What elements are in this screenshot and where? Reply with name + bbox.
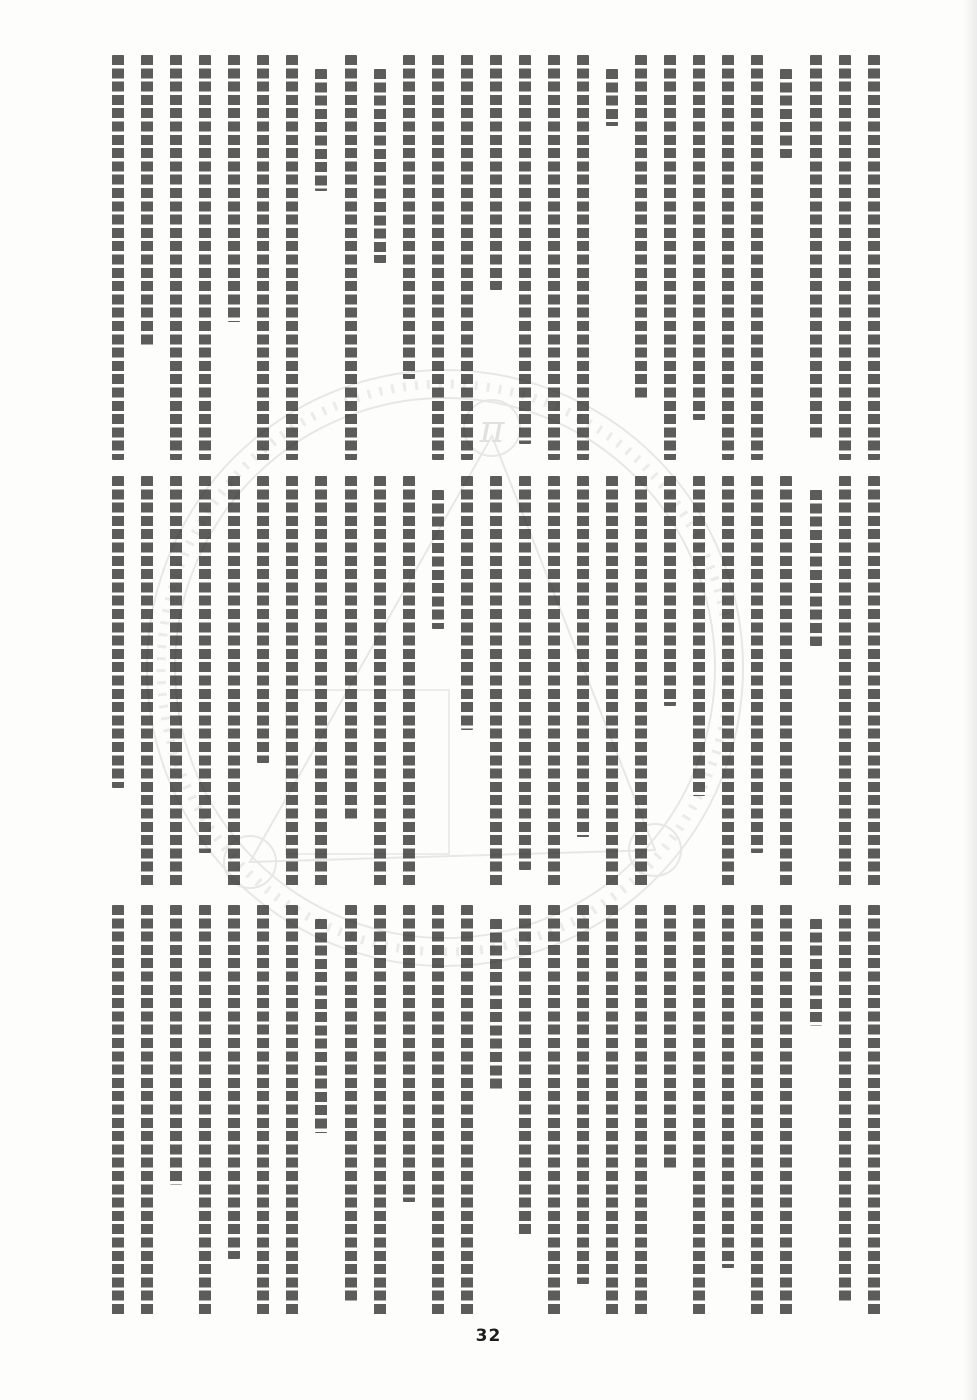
text-column-redacted	[606, 476, 618, 886]
text-column-redacted	[228, 55, 240, 322]
text-column-redacted	[693, 905, 705, 1317]
text-column-redacted	[228, 905, 240, 1259]
text-column-redacted	[374, 476, 386, 886]
text-column-redacted	[374, 69, 386, 263]
page-number: 32	[475, 1326, 502, 1346]
text-column-redacted	[577, 476, 589, 837]
text-block-top	[112, 55, 880, 460]
text-column-redacted	[461, 476, 473, 730]
text-column-redacted	[257, 476, 269, 763]
text-column-redacted	[519, 905, 531, 1235]
text-column-redacted	[257, 55, 269, 460]
text-column-redacted	[548, 55, 560, 460]
text-column-redacted	[722, 55, 734, 460]
text-column-redacted	[810, 55, 822, 440]
text-column-redacted	[141, 905, 153, 1317]
text-column-redacted	[141, 476, 153, 886]
text-column-redacted	[868, 55, 880, 460]
text-column-redacted	[577, 905, 589, 1284]
text-column-redacted	[810, 490, 822, 646]
text-column-redacted	[780, 69, 792, 158]
text-column-redacted	[751, 55, 763, 460]
text-column-redacted	[461, 905, 473, 1317]
text-column-redacted	[490, 55, 502, 290]
text-column-redacted	[170, 476, 182, 886]
text-column-redacted	[722, 476, 734, 886]
text-column-redacted	[751, 905, 763, 1317]
text-column-redacted	[286, 905, 298, 1317]
text-column-redacted	[519, 55, 531, 444]
text-column-redacted	[839, 55, 851, 460]
text-column-redacted	[315, 69, 327, 191]
text-column-redacted	[839, 905, 851, 1301]
text-column-redacted	[635, 55, 647, 399]
text-block-bottom	[112, 905, 880, 1317]
text-column-redacted	[286, 476, 298, 886]
text-column-redacted	[112, 55, 124, 460]
text-column-redacted	[606, 69, 618, 126]
text-column-redacted	[461, 55, 473, 460]
text-column-redacted	[345, 476, 357, 820]
text-column-redacted	[199, 55, 211, 460]
text-column-redacted	[868, 905, 880, 1317]
text-column-redacted	[635, 476, 647, 886]
text-column-redacted	[432, 905, 444, 1317]
pi-symbol: π	[479, 407, 505, 451]
text-column-redacted	[170, 905, 182, 1185]
text-column-redacted	[868, 476, 880, 886]
text-column-redacted	[403, 905, 415, 1202]
text-column-redacted	[170, 55, 182, 460]
text-column-redacted	[112, 476, 124, 788]
text-column-redacted	[722, 905, 734, 1268]
text-column-redacted	[345, 55, 357, 460]
text-column-redacted	[286, 55, 298, 460]
text-column-redacted	[490, 476, 502, 886]
text-column-redacted	[780, 905, 792, 1317]
text-column-redacted	[345, 905, 357, 1301]
text-column-redacted	[839, 476, 851, 886]
text-column-redacted	[664, 905, 676, 1169]
text-column-redacted	[374, 905, 386, 1317]
text-column-redacted	[635, 905, 647, 1317]
text-column-redacted	[548, 476, 560, 886]
text-column-redacted	[519, 476, 531, 870]
text-column-redacted	[141, 55, 153, 347]
text-column-redacted	[606, 905, 618, 1317]
text-column-redacted	[693, 476, 705, 796]
text-column-redacted	[403, 55, 415, 379]
text-column-redacted	[780, 476, 792, 886]
text-column-redacted	[577, 55, 589, 460]
text-column-redacted	[257, 905, 269, 1317]
text-column-redacted	[490, 919, 502, 1092]
text-column-redacted	[228, 476, 240, 886]
text-column-redacted	[112, 905, 124, 1317]
text-column-redacted	[693, 55, 705, 420]
text-column-redacted	[432, 490, 444, 629]
text-block-middle	[112, 476, 880, 886]
text-column-redacted	[315, 476, 327, 886]
text-column-redacted	[315, 919, 327, 1133]
text-column-redacted	[664, 55, 676, 460]
text-column-redacted	[199, 905, 211, 1317]
text-column-redacted	[548, 905, 560, 1317]
text-column-redacted	[432, 55, 444, 460]
text-column-redacted	[751, 476, 763, 853]
text-column-redacted	[199, 476, 211, 853]
text-column-redacted	[403, 476, 415, 886]
text-column-redacted	[810, 919, 822, 1026]
text-column-redacted	[664, 476, 676, 706]
